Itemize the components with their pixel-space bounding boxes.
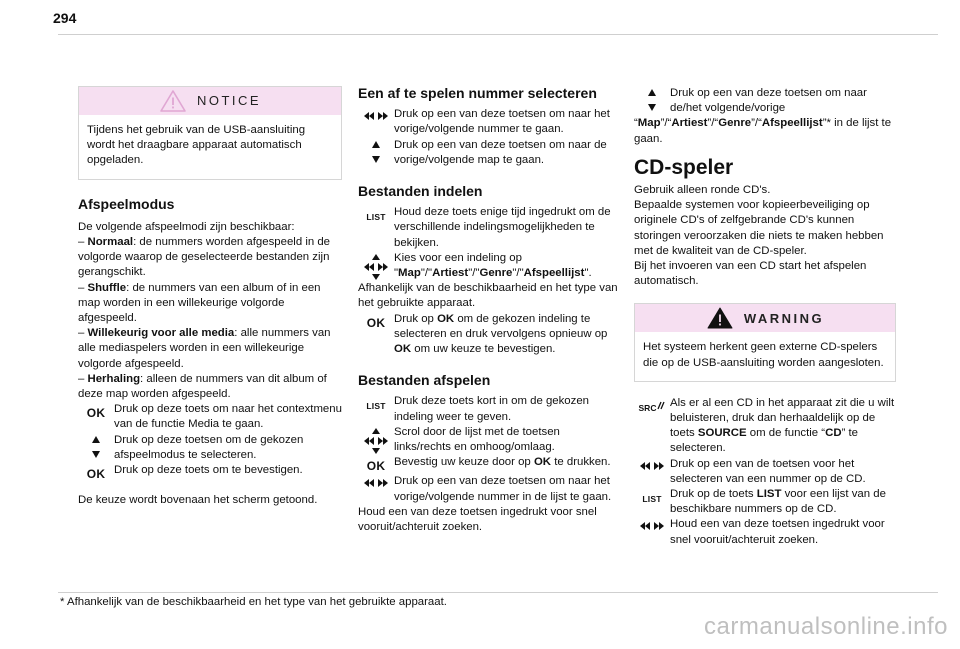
- list-button-icon: LIST: [366, 401, 386, 412]
- cd-p3: Bij het invoeren van een CD start het afspelen automatisch.: [634, 260, 867, 288]
- ok-button-icon: OK: [366, 459, 386, 474]
- step-cd-track-text: Druk op een van de toetsen voor het selecteren van een nummer op de CD.: [670, 457, 866, 485]
- warning-box: [634, 303, 896, 381]
- mode-shuffle: – Shuffle: de nummers van een album of in een map worden in een willekeurige volgorde afgespeeld.: [78, 281, 321, 325]
- step-folder: [358, 138, 620, 168]
- step-track-list-text: Druk op een van deze toetsen om naar het vorige/volgende nummer in de lijst te gaan.: [394, 475, 612, 503]
- up-down-arrows-icon: [78, 433, 114, 463]
- four-way-arrows-icon: [358, 425, 394, 455]
- step-cd-seek: [634, 517, 896, 547]
- intro-text: De volgende afspeelmodi zijn beschikbaar:: [78, 220, 295, 233]
- prev-next-arrows-icon: [358, 474, 394, 504]
- step-ok-layout: OK Druk op OK om de gekozen indeling te selecteren en druk vervolgens opnieuw op OK om uw keuze te bevestigen.: [358, 312, 620, 358]
- heading-afspeelmodus: Afspeelmodus: [78, 195, 175, 212]
- outro-text: De keuze wordt bovenaan het scherm getoond.: [78, 494, 318, 507]
- column-1: [78, 86, 342, 508]
- notice-header: [79, 87, 341, 115]
- step-cd-seek-text: Houd een van deze toetsen ingedrukt voor snel vooruit/achteruit zoeken.: [670, 518, 885, 546]
- warning-triangle-icon: [159, 89, 187, 113]
- prev-next-arrows-icon: [358, 107, 394, 137]
- step-next-category-text: Druk op een van deze toetsen om naar de/het volgende/vorige: [670, 87, 867, 115]
- cd-p1: Gebruik alleen ronde CD's.: [634, 184, 771, 197]
- layout-note: Afhankelijk van de beschikbaarheid en het type van het gebruikte apparaat.: [358, 282, 618, 310]
- footnote: * Afhankelijk van de beschikbaarheid en het type van het gebruikte apparaat.: [60, 596, 447, 608]
- step-ok-context: [78, 402, 342, 432]
- mode-normaal: – Normaal: de nummers worden afgespeeld in de volgorde waarop de geselecteerde bestanden zijn gerangschikt.: [78, 236, 331, 279]
- step-folder-text: Druk op een van deze toetsen om naar de vorige/volgende map te gaan.: [394, 138, 607, 166]
- step-ok-confirm-text: Druk op deze toets om te bevestigen.: [114, 464, 303, 477]
- ok-button-icon: OK: [86, 467, 106, 482]
- warning-text: Het systeem herkent geen externe CD-spelers die op de USB-aansluiting worden aangesloten.: [643, 341, 884, 369]
- step-track-list: [358, 474, 620, 504]
- step-scroll-text: Scrol door de lijst met de toetsen links/rechts en omhoog/omlaag.: [394, 425, 560, 454]
- step-list-hold-text: Houd deze toets enige tijd ingedrukt om de verschillende indelingsmogelijkheden te bekijken.: [394, 206, 611, 249]
- category-list: “Map”/“Artiest”/“Genre”/“Afspeellijst”* in de lijst te gaan.: [634, 117, 892, 145]
- step-ok-play: OK Bevestig uw keuze door op OK te drukken.: [358, 455, 620, 474]
- column-3: [634, 86, 896, 548]
- step-next-category: [634, 86, 896, 116]
- step-cd-track: [634, 457, 896, 487]
- heading-cd-speler: CD-speler: [634, 155, 734, 179]
- step-source: SRC Als er al een CD in het apparaat zit die u wilt beluisteren, druk dan herhaaldelijk op de toets SOURCE om de functie “CD” te selecteren.: [634, 396, 896, 457]
- list-button-icon: LIST: [642, 494, 662, 505]
- page-number: 294: [53, 10, 77, 26]
- up-down-arrows-icon: [358, 138, 394, 168]
- step-prev-next-text: Druk op een van deze toetsen om naar het vorige/volgende nummer te gaan.: [394, 108, 610, 136]
- step-choose-layout: Kies voor een indeling op "Map"/"Artiest"/"Genre"/"Afspeellijst".: [358, 251, 620, 281]
- step-ok-confirm: [78, 463, 342, 482]
- ok-button-icon: OK: [86, 406, 106, 421]
- step-cd-list: LIST Druk op de toets LIST voor een lijst van de beschikbare nummers op de CD.: [634, 487, 896, 517]
- watermark: carmanualsonline.info: [704, 613, 948, 640]
- mode-willekeurig: – Willekeurig voor alle media: alle nummers van alle mediaspelers worden in een willekeurige volgorde afgespeeld.: [78, 327, 331, 370]
- warning-header: [635, 304, 895, 332]
- heading-bestanden-indelen: Bestanden indelen: [358, 183, 483, 200]
- step-list-short-text: Druk deze toets kort in om de gekozen indeling weer te geven.: [394, 395, 590, 423]
- prev-next-arrows-icon: [634, 517, 670, 547]
- cd-p2: Bepaalde systemen voor kopieerbeveiliging op originele CD's of zelfgebrande CD's kunnen storingen veroorzaken die niets te maken hebben met de kwaliteit van de CD-speler.: [634, 199, 884, 257]
- mode-herhaling: – Herhaling: alleen de nummers van dit album of deze map worden afgespeeld.: [78, 372, 327, 401]
- heading-nummer-selecteren: Een af te spelen nummer selecteren: [358, 85, 597, 101]
- footnote-divider: [58, 592, 938, 593]
- column-2: [358, 86, 620, 535]
- seek-note: Houd een van deze toetsen ingedrukt voor snel vooruit/achteruit zoeken.: [358, 505, 597, 534]
- heading-bestanden-afspelen: Bestanden afspelen: [358, 372, 491, 389]
- ok-button-icon: OK: [366, 315, 386, 330]
- notice-text: Tijdens het gebruik van de USB-aansluiting wordt het draagbare apparaat automatisch opgeladen.: [87, 124, 306, 167]
- step-prev-next: [358, 107, 620, 137]
- source-button-icon: SRC: [634, 396, 670, 457]
- notice-box: [78, 86, 342, 180]
- four-way-arrows-icon: [358, 251, 394, 281]
- step-list-short: [358, 394, 620, 424]
- top-divider: [58, 34, 938, 35]
- step-updown-text: Druk op deze toetsen om de gekozen afspeelmodus te selecteren.: [114, 433, 304, 461]
- notice-title: NOTICE: [196, 93, 262, 109]
- step-ok-context-text: Druk op deze toets om naar het contextmenu van de functie Media te gaan.: [114, 403, 342, 431]
- prev-next-arrows-icon: [634, 457, 670, 487]
- step-list-hold: [358, 205, 620, 251]
- step-scroll: [358, 425, 620, 455]
- up-down-arrows-icon: [634, 86, 670, 116]
- list-button-icon: LIST: [366, 212, 386, 223]
- warning-triangle-icon: [706, 306, 734, 330]
- step-updown: [78, 433, 342, 463]
- warning-title: WARNING: [743, 310, 825, 326]
